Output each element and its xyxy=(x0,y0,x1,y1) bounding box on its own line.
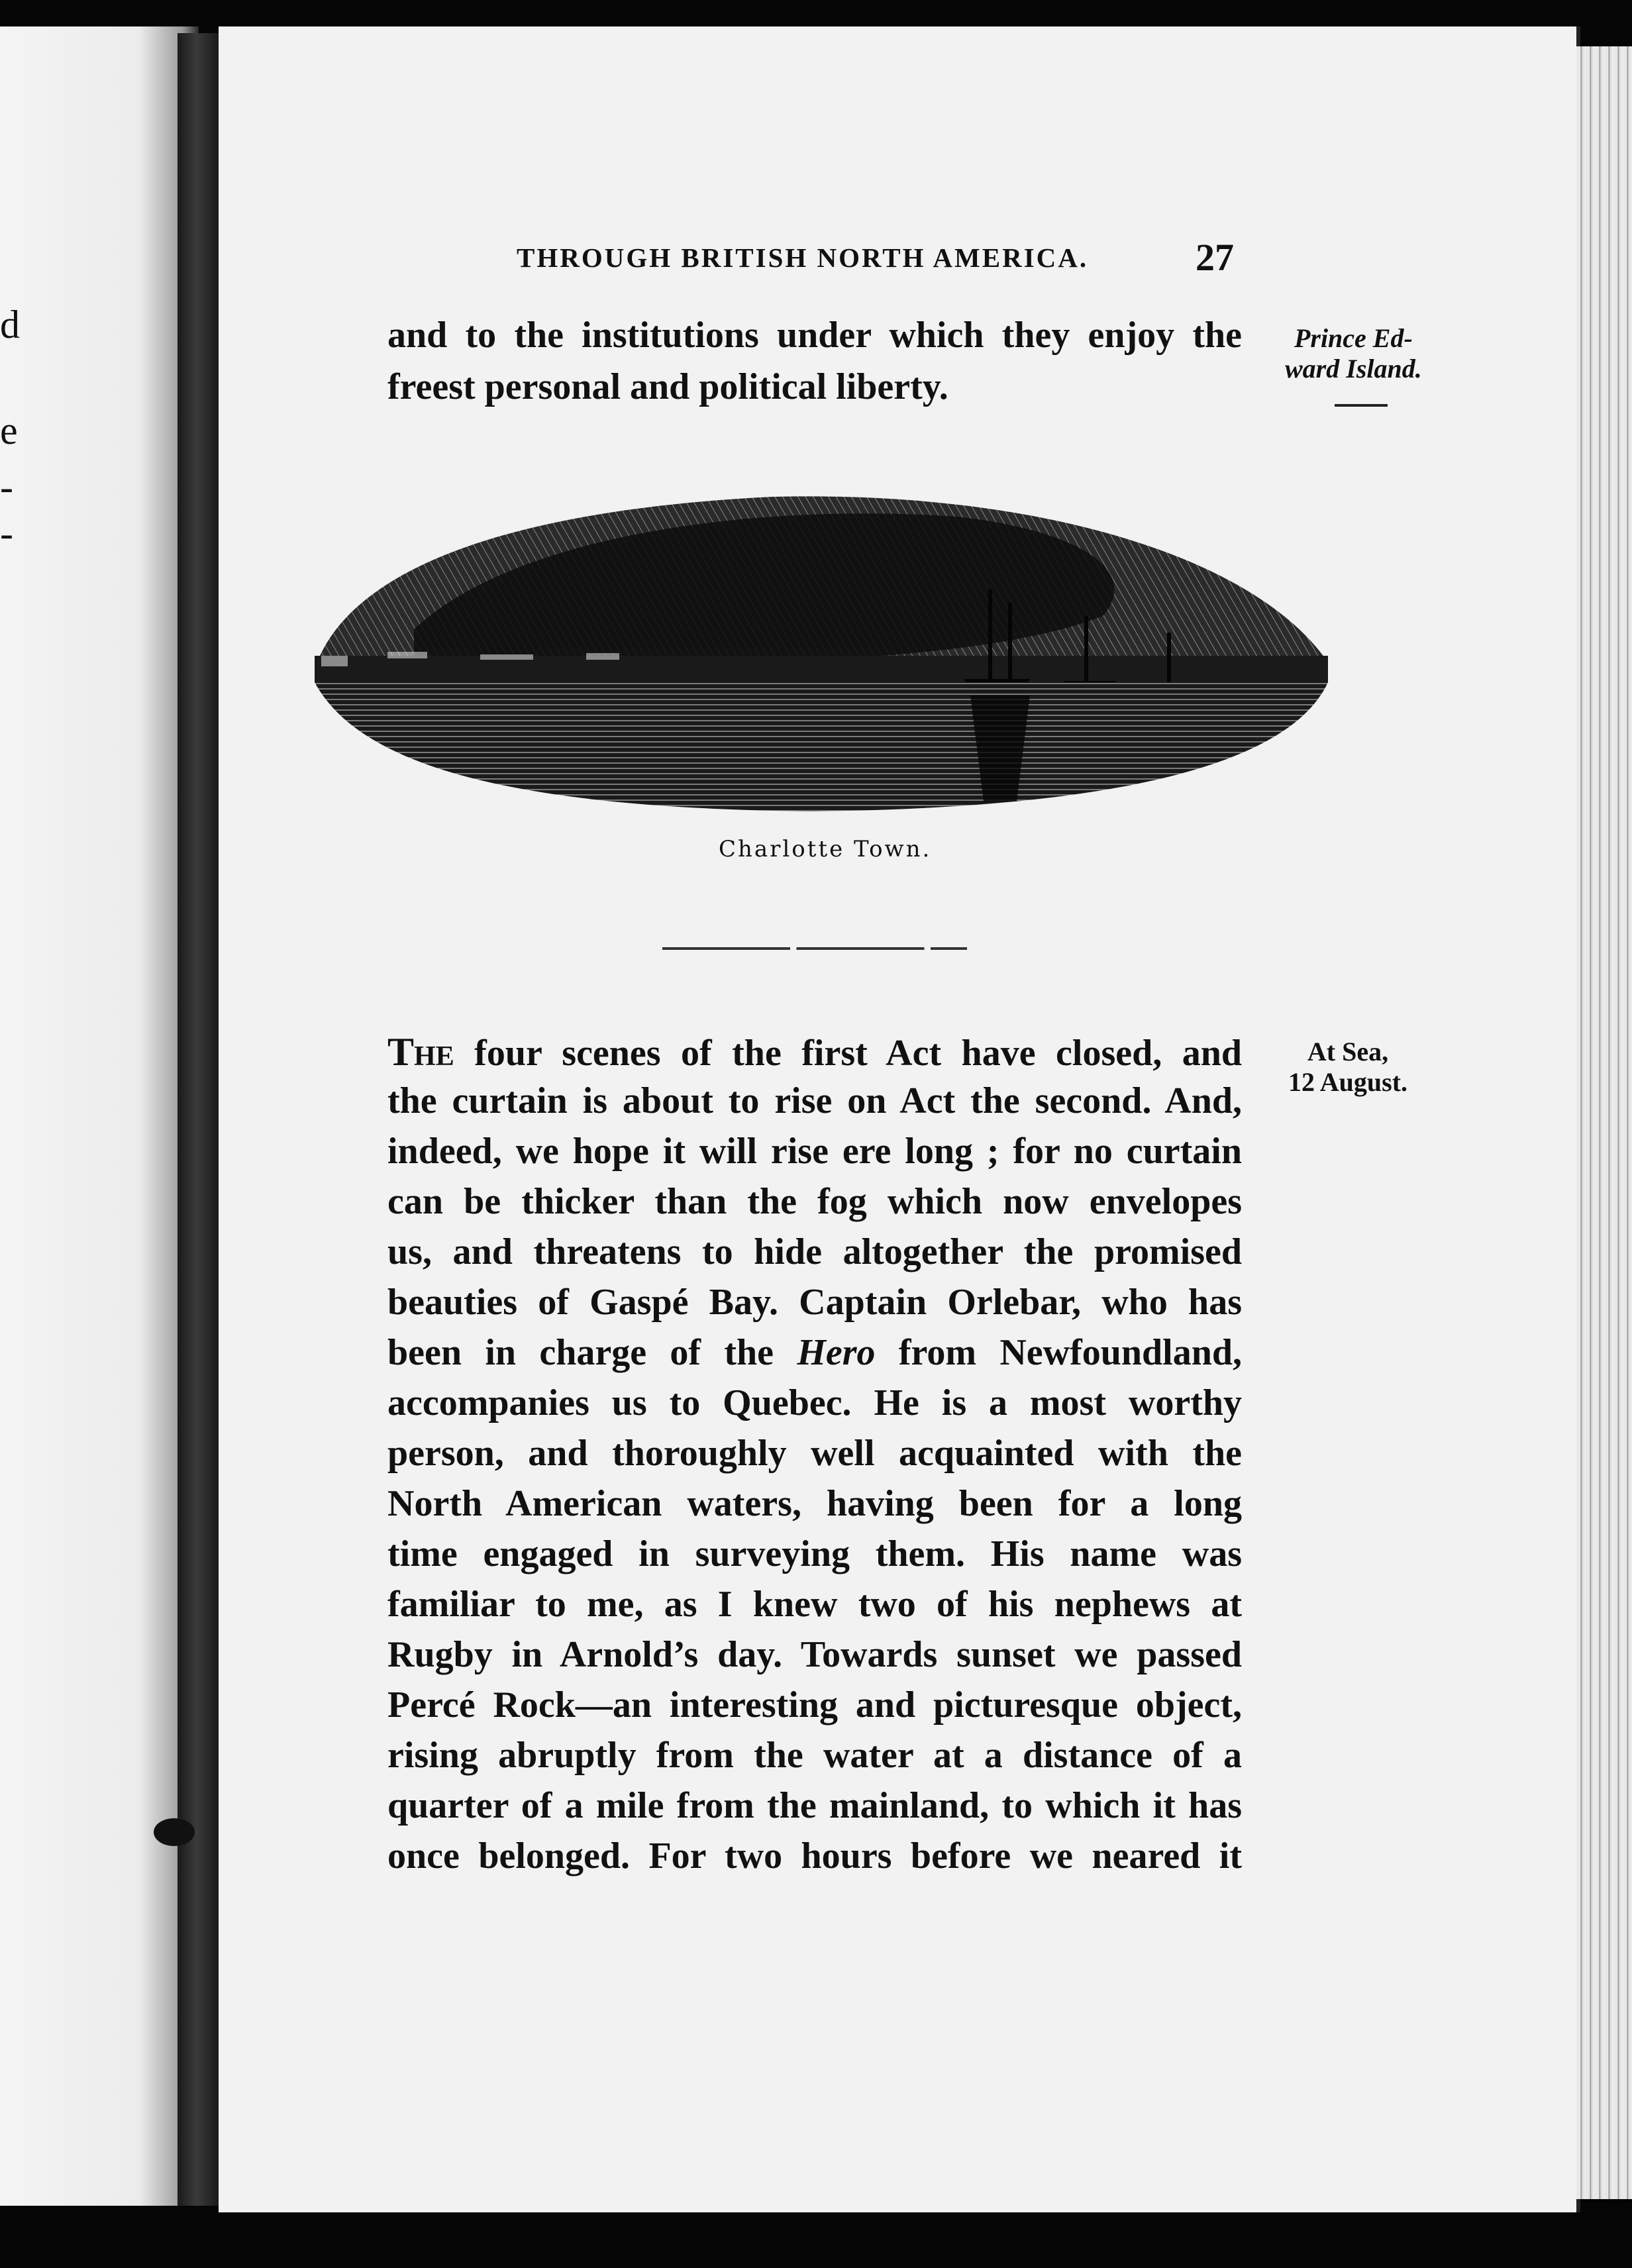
facing-page-fragment: e xyxy=(0,409,18,452)
paragraph-line-2: the curtain is about to rise on Act the second. And, xyxy=(387,1080,1242,1121)
paragraph-line-16: quarter of a mile from the mainland, to which it has xyxy=(387,1785,1242,1826)
margin-note-at-sea xyxy=(1288,1037,1407,1098)
ink-blot xyxy=(154,1818,195,1846)
paragraph-line-6: beauties of Gaspé Bay. Captain Orlebar, who has xyxy=(387,1282,1242,1323)
paragraph-line-14: Percé Rock—an interesting and picturesque object, xyxy=(387,1684,1242,1726)
margin-note-line: ward Island. xyxy=(1285,354,1422,384)
margin-note-line: At Sea, xyxy=(1307,1037,1389,1066)
page-number: 27 xyxy=(1196,236,1234,279)
paragraph-line-3: indeed, we hope it will rise ere long ; for no curtain xyxy=(387,1131,1242,1172)
facing-page-fragment: - xyxy=(0,465,13,509)
paragraph-line-10: North American waters, having been for a long xyxy=(387,1483,1242,1524)
ship-name: Hero xyxy=(797,1332,876,1373)
paragraph-line-4: can be thicker than the fog which now envelopes xyxy=(387,1181,1242,1222)
facing-page-fragment: d xyxy=(0,303,20,346)
facing-page-edge xyxy=(0,26,199,2206)
engraving-water xyxy=(315,682,1328,811)
engraving-shoreline xyxy=(315,656,1328,682)
paragraph-line-5: us, and threatens to hide altogether the promised xyxy=(387,1231,1242,1272)
charlotte-town-engraving xyxy=(308,457,1331,818)
paragraph-line-13: Rugby in Arnold’s day. Towards sunset we passed xyxy=(387,1634,1242,1675)
page-edges xyxy=(1576,46,1632,2199)
line-text: four scenes of the first Act have closed, and xyxy=(454,1033,1242,1074)
paragraph-line-15: rising abruptly from the water at a distance of a xyxy=(387,1735,1242,1776)
margin-note-line: Prince Ed- xyxy=(1294,323,1413,353)
paragraph-line-17: once belonged. For two hours before we neared it xyxy=(387,1835,1242,1877)
margin-note-prince-edward-island xyxy=(1285,323,1422,384)
paragraph-line-1 xyxy=(387,1032,1242,1072)
margin-note-line: 12 August. xyxy=(1288,1067,1408,1097)
facing-page-fragment: - xyxy=(0,511,13,555)
paragraph-line-8: accompanies us to Quebec. He is a most worthy xyxy=(387,1382,1242,1423)
paragraph-line-9: person, and thoroughly well acquainted with the xyxy=(387,1433,1242,1474)
body-line: and to the institutions under which they enjoy the xyxy=(387,315,1242,356)
line-text: been in charge of the xyxy=(387,1332,797,1373)
section-divider xyxy=(662,947,967,950)
illustration-caption: Charlotte Town. xyxy=(719,836,932,862)
paragraph-line-7 xyxy=(387,1334,1242,1371)
line-text: from Newfoundland, xyxy=(875,1332,1242,1373)
dropcap-word: The xyxy=(387,1030,454,1074)
body-line: freest personal and political liberty. xyxy=(387,366,948,407)
running-head: THROUGH BRITISH NORTH AMERICA. xyxy=(517,242,1089,273)
paragraph-line-11: time engaged in surveying them. His name was xyxy=(387,1533,1242,1574)
margin-note-rule xyxy=(1335,404,1388,407)
paragraph-line-12: familiar to me, as I knew two of his nephews at xyxy=(387,1584,1242,1625)
